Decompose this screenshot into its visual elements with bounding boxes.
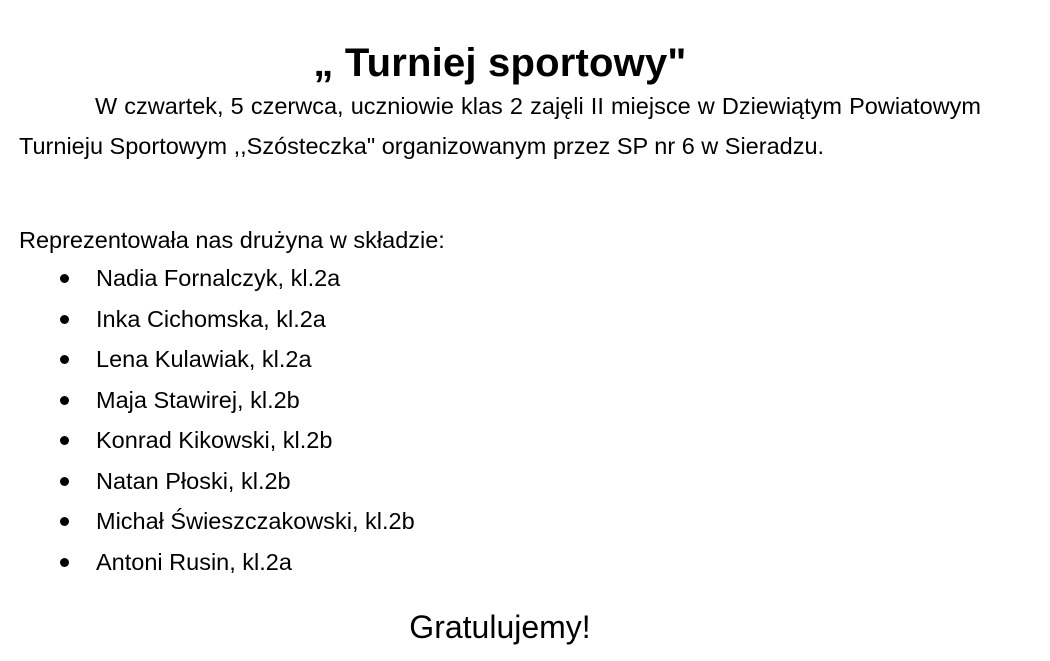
player-name: Inka Cichomska, kl.2a	[96, 305, 326, 332]
list-item	[0, 299, 415, 340]
bullet-icon	[60, 477, 69, 486]
closing-text: Gratulujemy!	[409, 609, 591, 645]
page-title: „ Turniej sportowy"	[313, 40, 687, 85]
list-item	[0, 542, 415, 583]
list-item	[0, 501, 415, 542]
player-name: Natan Płoski, kl.2b	[96, 467, 291, 494]
bullet-icon	[60, 436, 69, 445]
player-name: Lena Kulawiak, kl.2a	[96, 346, 312, 372]
team-list	[0, 258, 415, 582]
list-item	[0, 339, 415, 380]
player-name: Antoni Rusin, kl.2a	[96, 548, 292, 575]
list-item	[0, 258, 415, 299]
team-lead-text: Reprezentowała nas drużyna w składzie:	[19, 227, 445, 253]
player-name: Nadia Fornalczyk, kl.2a	[96, 265, 341, 291]
list-item	[0, 420, 415, 461]
player-name: Michał Świeszczakowski, kl.2b	[96, 508, 415, 534]
bullet-icon	[60, 274, 69, 283]
bullet-icon	[60, 355, 69, 364]
bullet-icon	[60, 558, 69, 567]
player-name: Konrad Kikowski, kl.2b	[96, 427, 333, 453]
list-item	[0, 461, 415, 502]
intro-paragraph: W czwartek, 5 czerwca, uczniowie klas 2 zajęli II miejsce w Dziewiątym Powiatowym Turnieju Sportowym ,,Szósteczka" organizowanym przez SP nr 6 w Sieradzu.	[19, 93, 981, 159]
player-name: Maja Stawirej, kl.2b	[96, 386, 300, 413]
bullet-icon	[60, 315, 69, 324]
bullet-icon	[60, 396, 69, 405]
list-item	[0, 380, 415, 421]
bullet-icon	[60, 517, 69, 526]
